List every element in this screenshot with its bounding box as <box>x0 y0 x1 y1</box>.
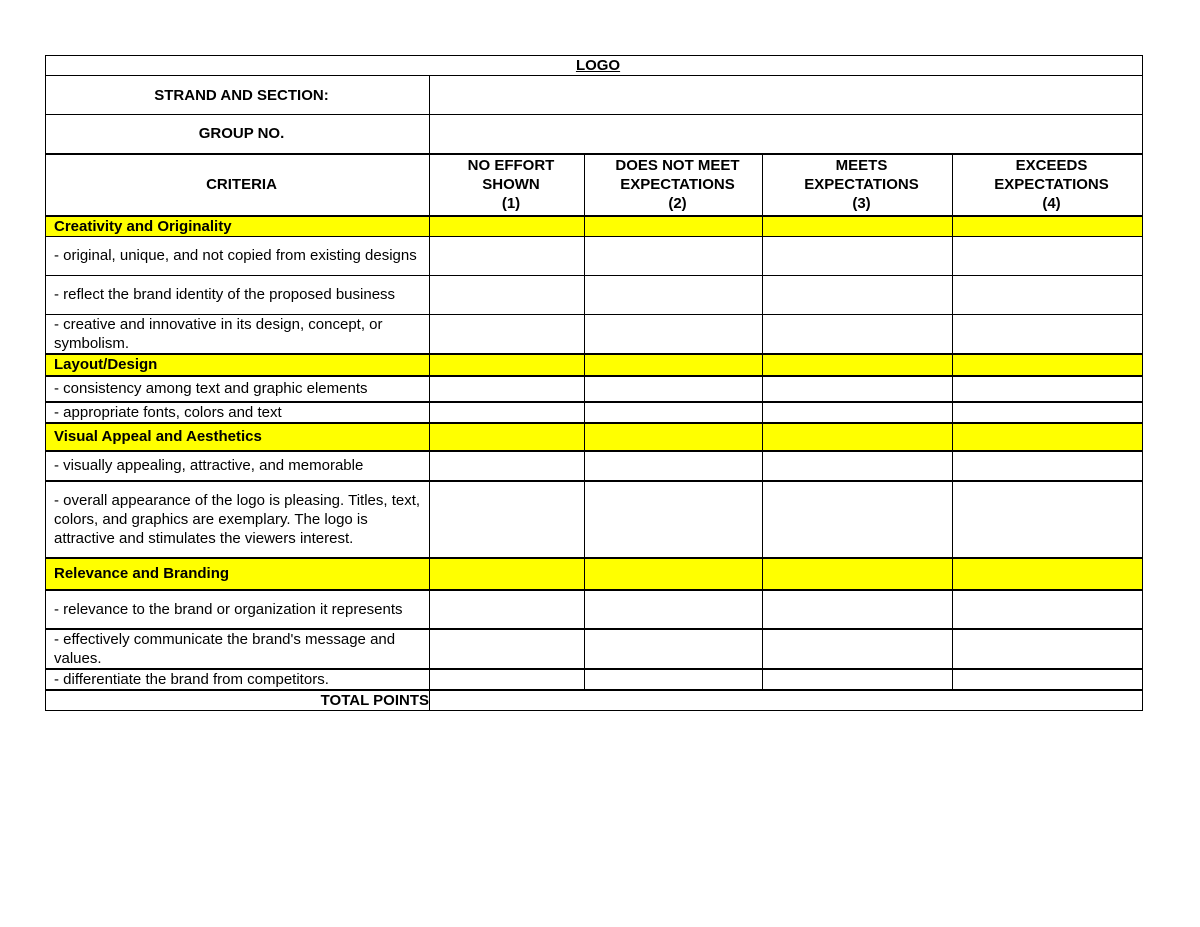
criteria-text: - differentiate the brand from competitors. <box>46 669 430 690</box>
score-cell[interactable] <box>585 669 763 690</box>
criteria-text: - appropriate fonts, colors and text <box>46 402 430 423</box>
section-title: Creativity and Originality <box>46 216 430 237</box>
level-header-line1: EXCEEDS <box>1015 157 1088 174</box>
rubric-table <box>45 55 1143 711</box>
criteria-text: - overall appearance of the logo is pleasing. Titles, text, colors, and graphics are exemplary. The logo is attractive and stimulates the viewers interest. <box>46 481 430 558</box>
level-header-line1: DOES NOT MEET <box>615 157 740 174</box>
criteria-text: - visually appealing, attractive, and memorable <box>46 451 430 481</box>
score-cell[interactable] <box>585 275 763 314</box>
criteria-row <box>46 402 1143 423</box>
criteria-row <box>46 376 1143 402</box>
criteria-text: - consistency among text and graphic elements <box>46 376 430 402</box>
score-cell[interactable] <box>763 402 953 423</box>
criteria-text: - original, unique, and not copied from existing designs <box>46 236 430 275</box>
score-cell[interactable] <box>953 669 1143 690</box>
score-cell[interactable] <box>585 590 763 629</box>
score-cell[interactable] <box>763 669 953 690</box>
score-cell[interactable] <box>430 402 585 423</box>
document-title: LOGO <box>46 56 1143 76</box>
strand-section-field[interactable] <box>430 76 1143 115</box>
level-header-score: (4) <box>1042 195 1061 212</box>
score-cell[interactable] <box>763 481 953 558</box>
score-cell[interactable] <box>430 236 585 275</box>
total-points-field[interactable] <box>430 690 1143 711</box>
strand-section-label: STRAND AND SECTION: <box>46 76 430 115</box>
level-header-line2: EXPECTATIONS <box>620 176 735 193</box>
score-cell[interactable] <box>763 275 953 314</box>
score-cell[interactable] <box>585 236 763 275</box>
level-header-line2: SHOWN <box>482 176 540 193</box>
criteria-row <box>46 275 1143 314</box>
score-cell[interactable] <box>585 402 763 423</box>
level-header-1 <box>430 154 585 216</box>
criteria-text: - reflect the brand identity of the proposed business <box>46 275 430 314</box>
score-cell[interactable] <box>585 451 763 481</box>
score-cell[interactable] <box>953 402 1143 423</box>
section-row <box>46 558 1143 590</box>
level-header-line1: MEETS <box>835 157 888 174</box>
section-title: Visual Appeal and Aesthetics <box>46 423 430 451</box>
score-cell[interactable] <box>763 451 953 481</box>
score-cell[interactable] <box>953 629 1143 669</box>
score-cell[interactable] <box>953 481 1143 558</box>
section-title: Relevance and Branding <box>46 558 430 590</box>
group-no-field[interactable] <box>430 115 1143 154</box>
score-cell[interactable] <box>953 451 1143 481</box>
criteria-text: - relevance to the brand or organization it represents <box>46 590 430 629</box>
score-cell[interactable] <box>430 314 585 354</box>
score-cell[interactable] <box>763 236 953 275</box>
section-row <box>46 354 1143 376</box>
score-cell[interactable] <box>430 590 585 629</box>
score-cell[interactable] <box>763 376 953 402</box>
total-row <box>46 690 1143 711</box>
criteria-row <box>46 236 1143 275</box>
score-cell[interactable] <box>953 376 1143 402</box>
score-cell[interactable] <box>430 669 585 690</box>
level-header-2 <box>585 154 763 216</box>
score-cell[interactable] <box>953 275 1143 314</box>
criteria-row <box>46 481 1143 558</box>
score-cell[interactable] <box>585 314 763 354</box>
score-cell[interactable] <box>953 590 1143 629</box>
level-header-line1: NO EFFORT <box>467 157 555 174</box>
score-cell[interactable] <box>585 376 763 402</box>
group-no-label: GROUP NO. <box>46 115 430 154</box>
section-row <box>46 216 1143 237</box>
score-cell[interactable] <box>953 236 1143 275</box>
total-points-label: TOTAL POINTS <box>46 690 430 711</box>
criteria-row <box>46 669 1143 690</box>
score-cell[interactable] <box>953 314 1143 354</box>
score-cell[interactable] <box>763 590 953 629</box>
level-header-3 <box>763 154 953 216</box>
criteria-row <box>46 629 1143 669</box>
score-cell[interactable] <box>585 629 763 669</box>
score-cell[interactable] <box>763 314 953 354</box>
level-header-line2: EXPECTATIONS <box>804 176 919 193</box>
score-cell[interactable] <box>430 481 585 558</box>
score-cell[interactable] <box>430 629 585 669</box>
section-title: Layout/Design <box>46 354 430 376</box>
score-cell[interactable] <box>430 275 585 314</box>
criteria-header: CRITERIA <box>46 154 430 216</box>
score-cell[interactable] <box>763 629 953 669</box>
criteria-row <box>46 451 1143 481</box>
section-row <box>46 423 1143 451</box>
score-cell[interactable] <box>430 451 585 481</box>
level-header-4 <box>953 154 1143 216</box>
level-header-score: (1) <box>501 195 521 212</box>
criteria-text: - creative and innovative in its design, concept, or symbolism. <box>46 314 430 354</box>
score-cell[interactable] <box>585 481 763 558</box>
criteria-text: - effectively communicate the brand's message and values. <box>46 629 430 669</box>
level-header-line2: EXPECTATIONS <box>994 176 1109 193</box>
score-cell[interactable] <box>430 376 585 402</box>
level-header-score: (2) <box>668 195 687 212</box>
criteria-row <box>46 314 1143 354</box>
level-header-score: (3) <box>852 195 871 212</box>
criteria-row <box>46 590 1143 629</box>
